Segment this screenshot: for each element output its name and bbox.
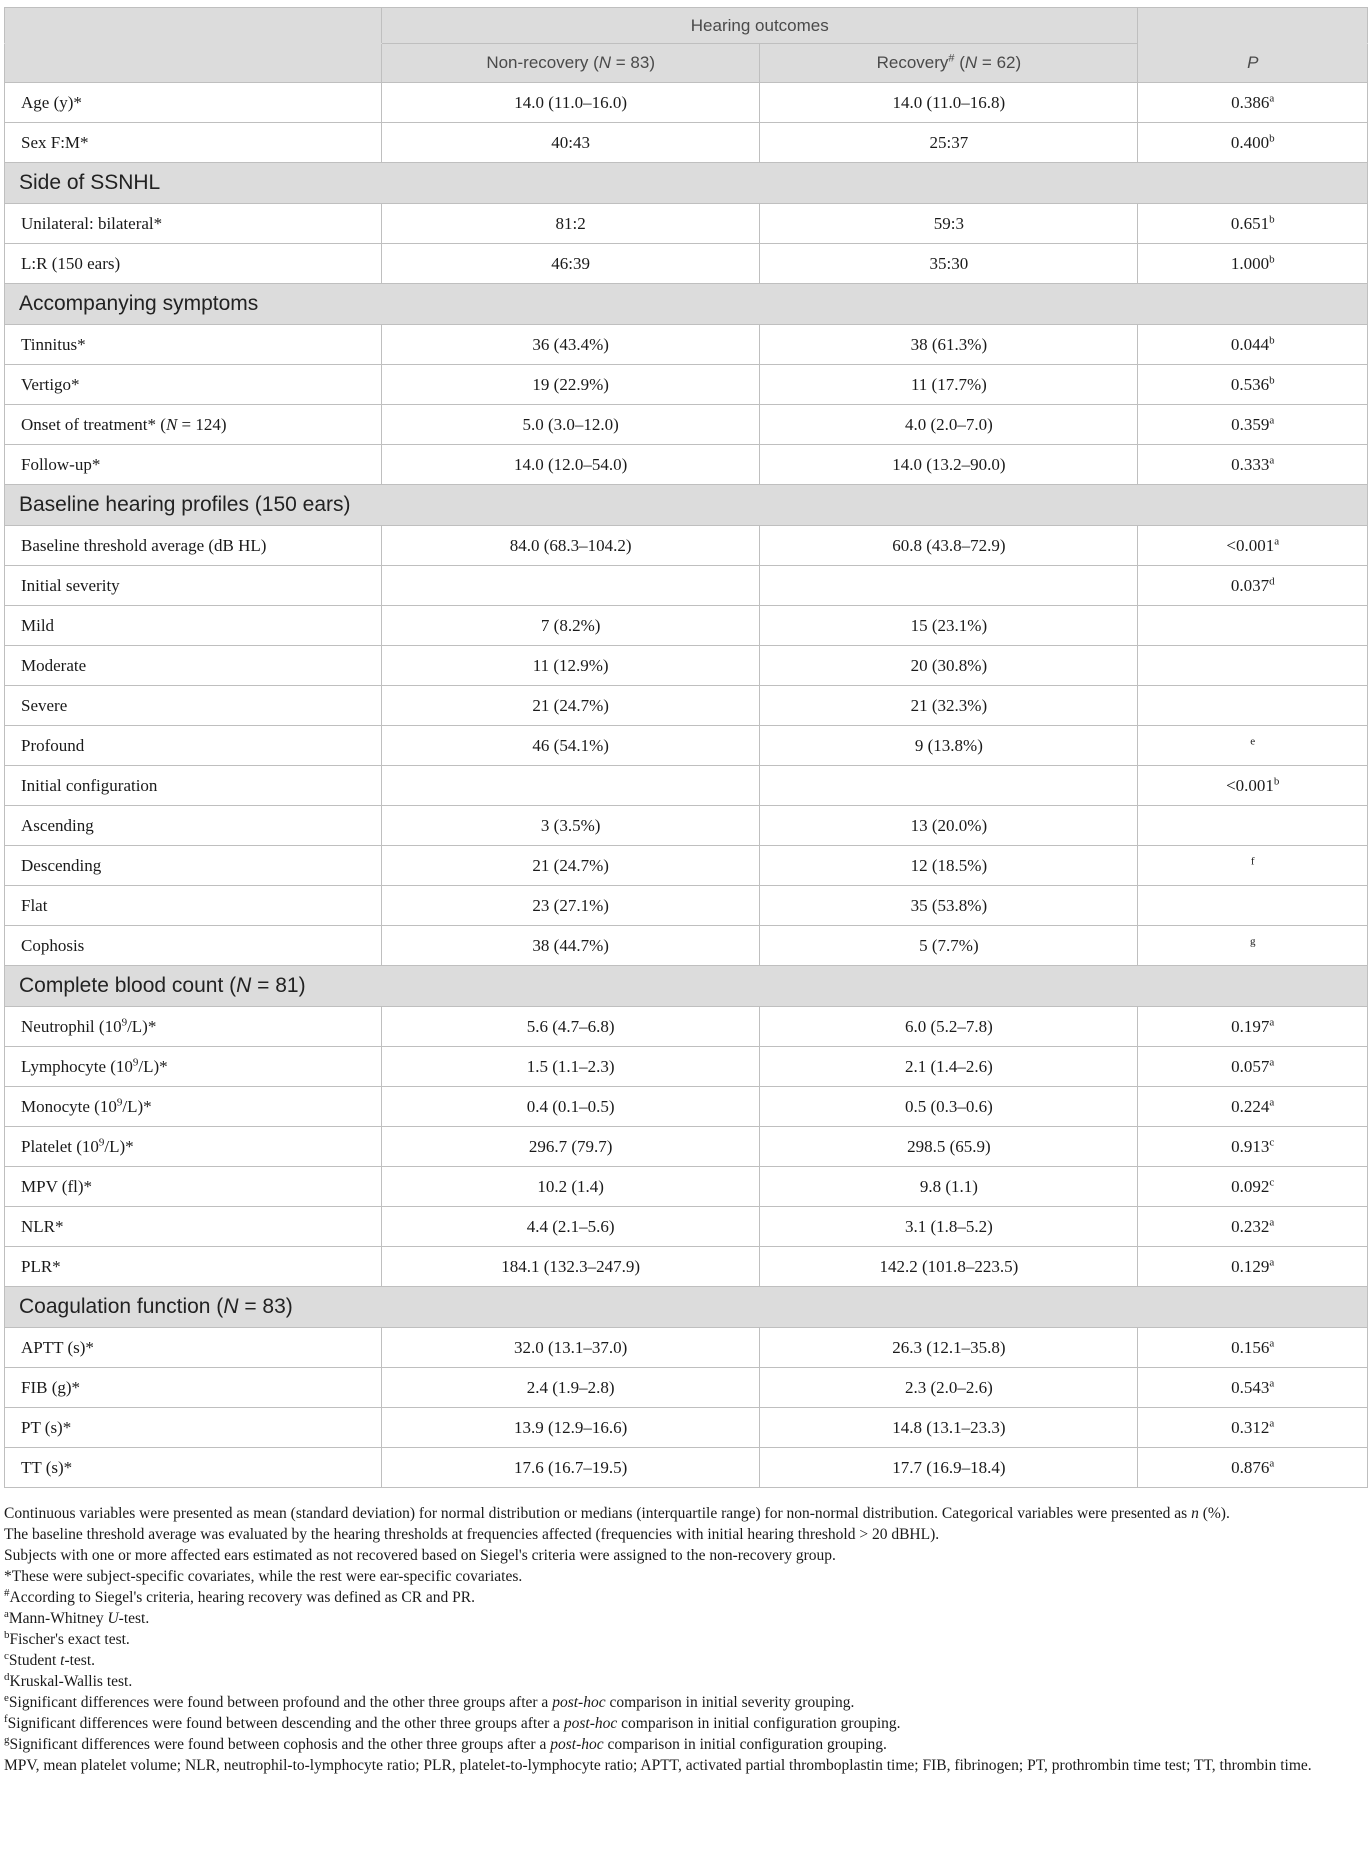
row-label: MPV (fl)* <box>5 1167 382 1207</box>
footnote: #According to Siegel's criteria, hearing recovery was defined as CR and PR. <box>4 1586 475 1606</box>
p-value <box>1138 686 1368 726</box>
nonrec-value: 84.0 (68.3–104.2) <box>382 526 760 566</box>
rec-value: 9.8 (1.1) <box>760 1167 1138 1207</box>
footnote: The baseline threshold average was evaluated by the hearing thresholds at frequencies affected (frequencies with initial hearing threshold > 20 dBHL). <box>4 1526 940 1543</box>
rec-value: 12 (18.5%) <box>760 846 1138 886</box>
p-value <box>1138 886 1368 926</box>
nonrec-value: 10.2 (1.4) <box>382 1167 760 1207</box>
table-row <box>5 886 1368 926</box>
nonrec-value: 3 (3.5%) <box>382 806 760 846</box>
row-label: Baseline threshold average (dB HL) <box>5 526 382 566</box>
table-row <box>5 204 1368 244</box>
p-value <box>1138 606 1368 646</box>
row-label: Onset of treatment* (N = 124) <box>5 405 382 445</box>
table-row <box>5 1408 1368 1448</box>
row-label: Monocyte $(10^9/L)*$ <box>5 1087 382 1127</box>
footnote: $^f$Significant differences were found between descending and the other three groups after a post-hoc comparison in initial configuration grouping. <box>4 1712 901 1732</box>
row-label: Sex F:M* <box>5 123 382 163</box>
section-header <box>5 163 1368 204</box>
p-value: 0.044$^b$ <box>1138 325 1368 365</box>
nonrec-value: 36 (43.4%) <box>382 325 760 365</box>
rec-value: 14.0 (13.2–90.0) <box>760 445 1138 485</box>
row-label: TT (s)* <box>5 1448 382 1488</box>
rec-value <box>760 766 1138 806</box>
row-label: Flat <box>5 886 382 926</box>
nonrec-value <box>382 766 760 806</box>
row-label: Mild <box>5 606 382 646</box>
footnote: $^a$Mann-Whitney U-test. <box>4 1607 150 1627</box>
nonrec-value: 40:43 <box>382 123 760 163</box>
table-row <box>5 566 1368 606</box>
hearing-outcomes-table <box>4 7 1368 1488</box>
row-label: Profound <box>5 726 382 766</box>
rec-value: 25:37 <box>760 123 1138 163</box>
nonrec-value: 38 (44.7%) <box>382 926 760 966</box>
row-label: Platelet $(10^9/L)*$ <box>5 1127 382 1167</box>
footnote: *These were subject-specific covariates, while the rest were ear-specific covariates. <box>4 1568 523 1585</box>
nonrec-value: 1.5 (1.1–2.3) <box>382 1047 760 1087</box>
p-value: <0.001$^b$ <box>1138 766 1368 806</box>
p-value: 0.129$^a$ <box>1138 1247 1368 1287</box>
rec-value: 2.3 (2.0–2.6) <box>760 1368 1138 1408</box>
p-value: <0.001$^a$ <box>1138 526 1368 566</box>
row-label: PLR* <box>5 1247 382 1287</box>
p-value: 0.400$^b$ <box>1138 123 1368 163</box>
table-row <box>5 365 1368 405</box>
footnote: Subjects with one or more affected ears estimated as not recovered based on Siegel's criteria were assigned to the non-recovery group. <box>4 1547 836 1564</box>
table-row <box>5 445 1368 485</box>
nonrec-value: 13.9 (12.9–16.6) <box>382 1408 760 1448</box>
table-row <box>5 244 1368 284</box>
nonrec-value: 4.4 (2.1–5.6) <box>382 1207 760 1247</box>
table-row <box>5 726 1368 766</box>
nonrec-value: 0.4 (0.1–0.5) <box>382 1087 760 1127</box>
row-label: PT (s)* <box>5 1408 382 1448</box>
p-value: 1.000$^b$ <box>1138 244 1368 284</box>
table-row <box>5 123 1368 163</box>
p-value: 0.232$^a$ <box>1138 1207 1368 1247</box>
rec-value: 14.8 (13.1–23.3) <box>760 1408 1138 1448</box>
row-label: Initial configuration <box>5 766 382 806</box>
table-row <box>5 1247 1368 1287</box>
nonrec-value: 21 (24.7%) <box>382 846 760 886</box>
p-value: 0.092$^c$ <box>1138 1167 1368 1207</box>
rec-value: 13 (20.0%) <box>760 806 1138 846</box>
table-footnotes <box>4 1503 1368 1776</box>
rec-value: 9 (13.8%) <box>760 726 1138 766</box>
row-label: Ascending <box>5 806 382 846</box>
table-row <box>5 806 1368 846</box>
nonrec-value: 184.1 (132.3–247.9) <box>382 1247 760 1287</box>
footnote: $^e$Significant differences were found between profound and the other three groups after a post-hoc comparison in initial severity grouping. <box>4 1691 855 1711</box>
p-value: 0.536$^b$ <box>1138 365 1368 405</box>
nonrec-value: 23 (27.1%) <box>382 886 760 926</box>
table-row <box>5 926 1368 966</box>
rec-value: 35:30 <box>760 244 1138 284</box>
section-header <box>5 966 1368 1007</box>
rec-value: 2.1 (1.4–2.6) <box>760 1047 1138 1087</box>
row-label: Initial severity <box>5 566 382 606</box>
p-value: 0.156$^a$ <box>1138 1328 1368 1368</box>
nonrec-value: 81:2 <box>382 204 760 244</box>
header-empty-cell-p <box>1138 8 1368 44</box>
row-label: L:R (150 ears) <box>5 244 382 284</box>
p-value: 0.543$^a$ <box>1138 1368 1368 1408</box>
section-header <box>5 485 1368 526</box>
p-value: f <box>1138 846 1368 886</box>
row-label: Tinnitus* <box>5 325 382 365</box>
table-row <box>5 1047 1368 1087</box>
rec-value: 298.5 (65.9) <box>760 1127 1138 1167</box>
table-row <box>5 1448 1368 1488</box>
row-label: Vertigo* <box>5 365 382 405</box>
table-row <box>5 405 1368 445</box>
header-nonrecovery: Non-recovery (N = 83) <box>382 44 760 83</box>
header-row-group <box>5 8 1368 44</box>
nonrec-value: 46:39 <box>382 244 760 284</box>
nonrec-value: 5.0 (3.0–12.0) <box>382 405 760 445</box>
row-label: Cophosis <box>5 926 382 966</box>
nonrec-value: 14.0 (12.0–54.0) <box>382 445 760 485</box>
rec-value: 15 (23.1%) <box>760 606 1138 646</box>
footnote: $^c$Student t-test. <box>4 1649 96 1669</box>
row-label: Neutrophil $(10^9/L)*$ <box>5 1007 382 1047</box>
footnote-abbreviations: MPV, mean platelet volume; NLR, neutrophil-to-lymphocyte ratio; PLR, platelet-to-lymphocyte ratio; APTT, activated partial thromboplastin time; FIB, fibrinogen; PT, prothrombin time test; TT, thrombin time. <box>4 1757 1312 1774</box>
header-empty-label <box>5 44 382 83</box>
rec-value: 0.5 (0.3–0.6) <box>760 1087 1138 1127</box>
table-row <box>5 526 1368 566</box>
p-value <box>1138 806 1368 846</box>
row-label: Unilateral: bilateral* <box>5 204 382 244</box>
p-value: g <box>1138 926 1368 966</box>
nonrec-value <box>382 566 760 606</box>
table-row <box>5 1127 1368 1167</box>
p-value: 0.197$^a$ <box>1138 1007 1368 1047</box>
rec-value: 4.0 (2.0–7.0) <box>760 405 1138 445</box>
table-row <box>5 766 1368 806</box>
rec-value: 5 (7.7%) <box>760 926 1138 966</box>
row-label: Age (y)* <box>5 83 382 123</box>
table-row <box>5 325 1368 365</box>
rec-value: 17.7 (16.9–18.4) <box>760 1448 1138 1488</box>
table-row <box>5 606 1368 646</box>
nonrec-value: 2.4 (1.9–2.8) <box>382 1368 760 1408</box>
table-row <box>5 1087 1368 1127</box>
row-label: NLR* <box>5 1207 382 1247</box>
table-row <box>5 846 1368 886</box>
header-recovery: Recovery# (N = 62) <box>760 44 1138 83</box>
nonrec-value: 32.0 (13.1–37.0) <box>382 1328 760 1368</box>
p-value: 0.333$^a$ <box>1138 445 1368 485</box>
p-value: 0.057$^a$ <box>1138 1047 1368 1087</box>
rec-value: 142.2 (101.8–223.5) <box>760 1247 1138 1287</box>
p-value: 0.312$^a$ <box>1138 1408 1368 1448</box>
row-label: Descending <box>5 846 382 886</box>
section-title: Baseline hearing profiles (150 ears) <box>5 485 1368 526</box>
row-label: Severe <box>5 686 382 726</box>
row-label: Moderate <box>5 646 382 686</box>
row-label: APTT (s)* <box>5 1328 382 1368</box>
section-title: Side of SSNHL <box>5 163 1368 204</box>
header-p: P <box>1138 44 1368 83</box>
rec-value: 59:3 <box>760 204 1138 244</box>
p-value: 0.876$^a$ <box>1138 1448 1368 1488</box>
footnote: Continuous variables were presented as mean (standard deviation) for normal distribution or medians (interquartile range) for non-normal distribution. Categorical variables were presented as n (%). <box>4 1505 1230 1522</box>
rec-value: 3.1 (1.8–5.2) <box>760 1207 1138 1247</box>
nonrec-value: 46 (54.1%) <box>382 726 760 766</box>
footnote: $^b$Fischer's exact test. <box>4 1628 130 1648</box>
p-value <box>1138 646 1368 686</box>
p-value: 0.224$^a$ <box>1138 1087 1368 1127</box>
p-value: 0.913$^c$ <box>1138 1127 1368 1167</box>
rec-value: 21 (32.3%) <box>760 686 1138 726</box>
p-value: 0.037$^d$ <box>1138 566 1368 606</box>
p-value: e <box>1138 726 1368 766</box>
row-label: FIB (g)* <box>5 1368 382 1408</box>
nonrec-value: 296.7 (79.7) <box>382 1127 760 1167</box>
rec-value: 35 (53.8%) <box>760 886 1138 926</box>
p-value: 0.651$^b$ <box>1138 204 1368 244</box>
footnote: $^d$Kruskal-Wallis test. <box>4 1670 133 1690</box>
section-header <box>5 1287 1368 1328</box>
header-group-title: Hearing outcomes <box>382 8 1138 44</box>
section-title: Complete blood count (N = 81) <box>5 966 1368 1007</box>
nonrec-value: 21 (24.7%) <box>382 686 760 726</box>
rec-value: 14.0 (11.0–16.8) <box>760 83 1138 123</box>
section-title: Accompanying symptoms <box>5 284 1368 325</box>
nonrec-value: 5.6 (4.7–6.8) <box>382 1007 760 1047</box>
table-row <box>5 1207 1368 1247</box>
footnote: $^g$Significant differences were found between cophosis and the other three groups after a post-hoc comparison in initial configuration grouping. <box>4 1733 887 1753</box>
p-value: 0.359$^a$ <box>1138 405 1368 445</box>
header-empty-cell <box>5 8 382 44</box>
row-label: Lymphocyte $(10^9/L)*$ <box>5 1047 382 1087</box>
table-row <box>5 1007 1368 1047</box>
rec-value: 11 (17.7%) <box>760 365 1138 405</box>
table-row <box>5 83 1368 123</box>
section-header <box>5 284 1368 325</box>
rec-value: 38 (61.3%) <box>760 325 1138 365</box>
table-row <box>5 1368 1368 1408</box>
section-title: Coagulation function (N = 83) <box>5 1287 1368 1328</box>
rec-value: 20 (30.8%) <box>760 646 1138 686</box>
nonrec-value: 7 (8.2%) <box>382 606 760 646</box>
table-row <box>5 1328 1368 1368</box>
nonrec-value: 19 (22.9%) <box>382 365 760 405</box>
row-label: Follow-up* <box>5 445 382 485</box>
rec-value: 6.0 (5.2–7.8) <box>760 1007 1138 1047</box>
table-row <box>5 646 1368 686</box>
table-row <box>5 686 1368 726</box>
header-row-columns <box>5 44 1368 83</box>
rec-value: 26.3 (12.1–35.8) <box>760 1328 1138 1368</box>
nonrec-value: 11 (12.9%) <box>382 646 760 686</box>
p-value: 0.386$^a$ <box>1138 83 1368 123</box>
table-row <box>5 1167 1368 1207</box>
nonrec-value: 14.0 (11.0–16.0) <box>382 83 760 123</box>
rec-value: 60.8 (43.8–72.9) <box>760 526 1138 566</box>
rec-value <box>760 566 1138 606</box>
nonrec-value: 17.6 (16.7–19.5) <box>382 1448 760 1488</box>
